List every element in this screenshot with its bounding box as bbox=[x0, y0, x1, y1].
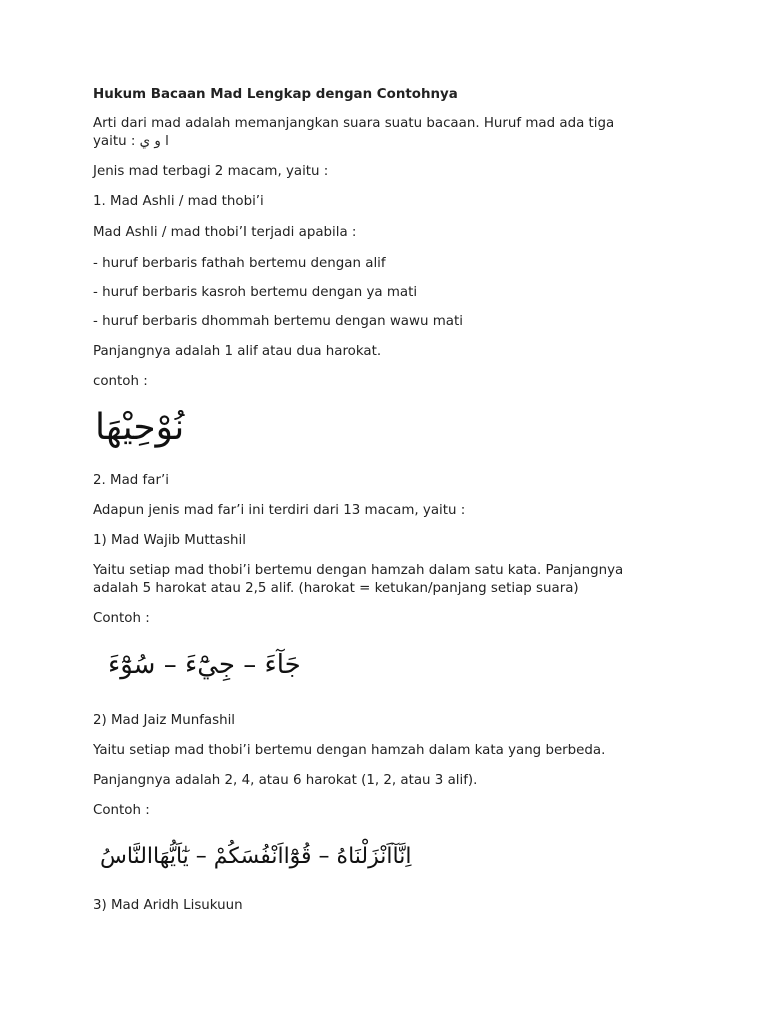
mad-2-heading: 2) Mad Jaiz Munfashil bbox=[93, 713, 236, 728]
mad-1-desc-cont: adalah 5 harokat atau 2,5 alif. (harokat = ketukan/panjang setiap suara) bbox=[93, 581, 579, 596]
mad-1-heading: 1) Mad Wajib Muttashil bbox=[93, 533, 246, 548]
section-2-intro: Adapun jenis mad far’i ini terdiri dari 13 macam, yaitu : bbox=[93, 503, 466, 518]
intro-text: Arti dari mad adalah memanjangkan suara suatu bacaan. Huruf mad ada tiga bbox=[93, 116, 615, 131]
example-label: Contoh : bbox=[93, 803, 150, 818]
list-item: - huruf berbaris dhommah bertemu dengan wawu mati bbox=[93, 314, 463, 329]
section-1-condition: Mad Ashli / mad thobi’I terjadi apabila : bbox=[93, 225, 357, 240]
section-1-heading: 1. Mad Ashli / mad thobi’i bbox=[93, 194, 264, 209]
mad-3-heading: 3) Mad Aridh Lisukuun bbox=[93, 898, 243, 913]
jenis-text: Jenis mad terbagi 2 macam, yaitu : bbox=[93, 164, 329, 179]
example-label: contoh : bbox=[93, 374, 148, 389]
mad-1-desc: Yaitu setiap mad thobi’i bertemu dengan hamzah dalam satu kata. Panjangnya bbox=[93, 563, 624, 578]
arabic-example-3: اِنَّآاَنْزَلْنَاهُ – قُوْٓااَنْفُسَكُمْ – يٰٓاَيُّهَاالنَّاسُ bbox=[100, 844, 412, 869]
mad-2-length: Panjangnya adalah 2, 4, atau 6 harokat (1, 2, atau 3 alif). bbox=[93, 773, 478, 788]
list-item: - huruf berbaris kasroh bertemu dengan ya mati bbox=[93, 285, 418, 300]
section-1-length: Panjangnya adalah 1 alif atau dua harokat. bbox=[93, 344, 382, 359]
mad-2-desc: Yaitu setiap mad thobi’i bertemu dengan hamzah dalam kata yang berbeda. bbox=[93, 743, 606, 758]
intro-text-cont: yaitu : ا و ي bbox=[93, 134, 169, 149]
section-2-heading: 2. Mad far’i bbox=[93, 473, 169, 488]
arabic-example-1: نُوْحِيْهَا bbox=[95, 407, 185, 448]
document-title: Hukum Bacaan Mad Lengkap dengan Contohnya bbox=[93, 87, 458, 102]
example-label: Contoh : bbox=[93, 611, 150, 626]
list-item: - huruf berbaris fathah bertemu dengan alif bbox=[93, 256, 386, 271]
arabic-example-2: جَآءَ – جِيْٓءَ – سُوْٓءَ bbox=[108, 650, 301, 680]
